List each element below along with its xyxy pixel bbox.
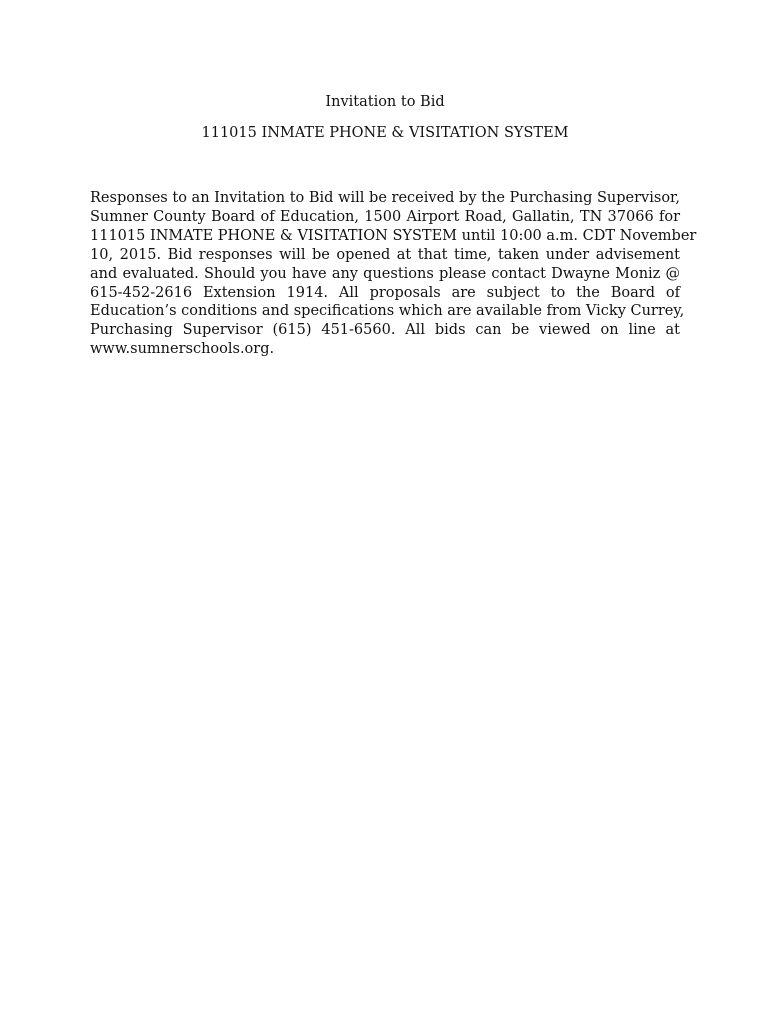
body-line-website: www.sumnerschools.org. — [90, 341, 275, 358]
body-line: 615-452-2616 Extension 1914. All proposals are subject to the Board of — [90, 284, 680, 301]
body-line: Responses to an Invitation to Bid will be received by the Purchasing Supervisor, — [90, 190, 680, 206]
body-line: Education’s conditions and specifications which are available from Vicky Currey, — [90, 303, 685, 320]
body-line: 111015 INMATE PHONE & VISITATION SYSTEM until 10:00 a.m. CDT November — [90, 227, 697, 244]
body-line: Sumner County Board of Education, 1500 Airport Road, Gallatin, TN 37066 for — [90, 208, 680, 225]
body-line: Purchasing Supervisor (615) 451-6560. All bids can be viewed on line at — [90, 322, 680, 339]
body-line: and evaluated. Should you have any questions please contact Dwayne Moniz @ — [90, 265, 680, 282]
body-paragraph — [90, 189, 697, 359]
body-line: 10, 2015. Bid responses will be opened at that time, taken under advisement — [90, 246, 680, 263]
document-title: Invitation to Bid — [325, 94, 445, 110]
document-subtitle: 111015 INMATE PHONE & VISITATION SYSTEM — [201, 125, 569, 141]
